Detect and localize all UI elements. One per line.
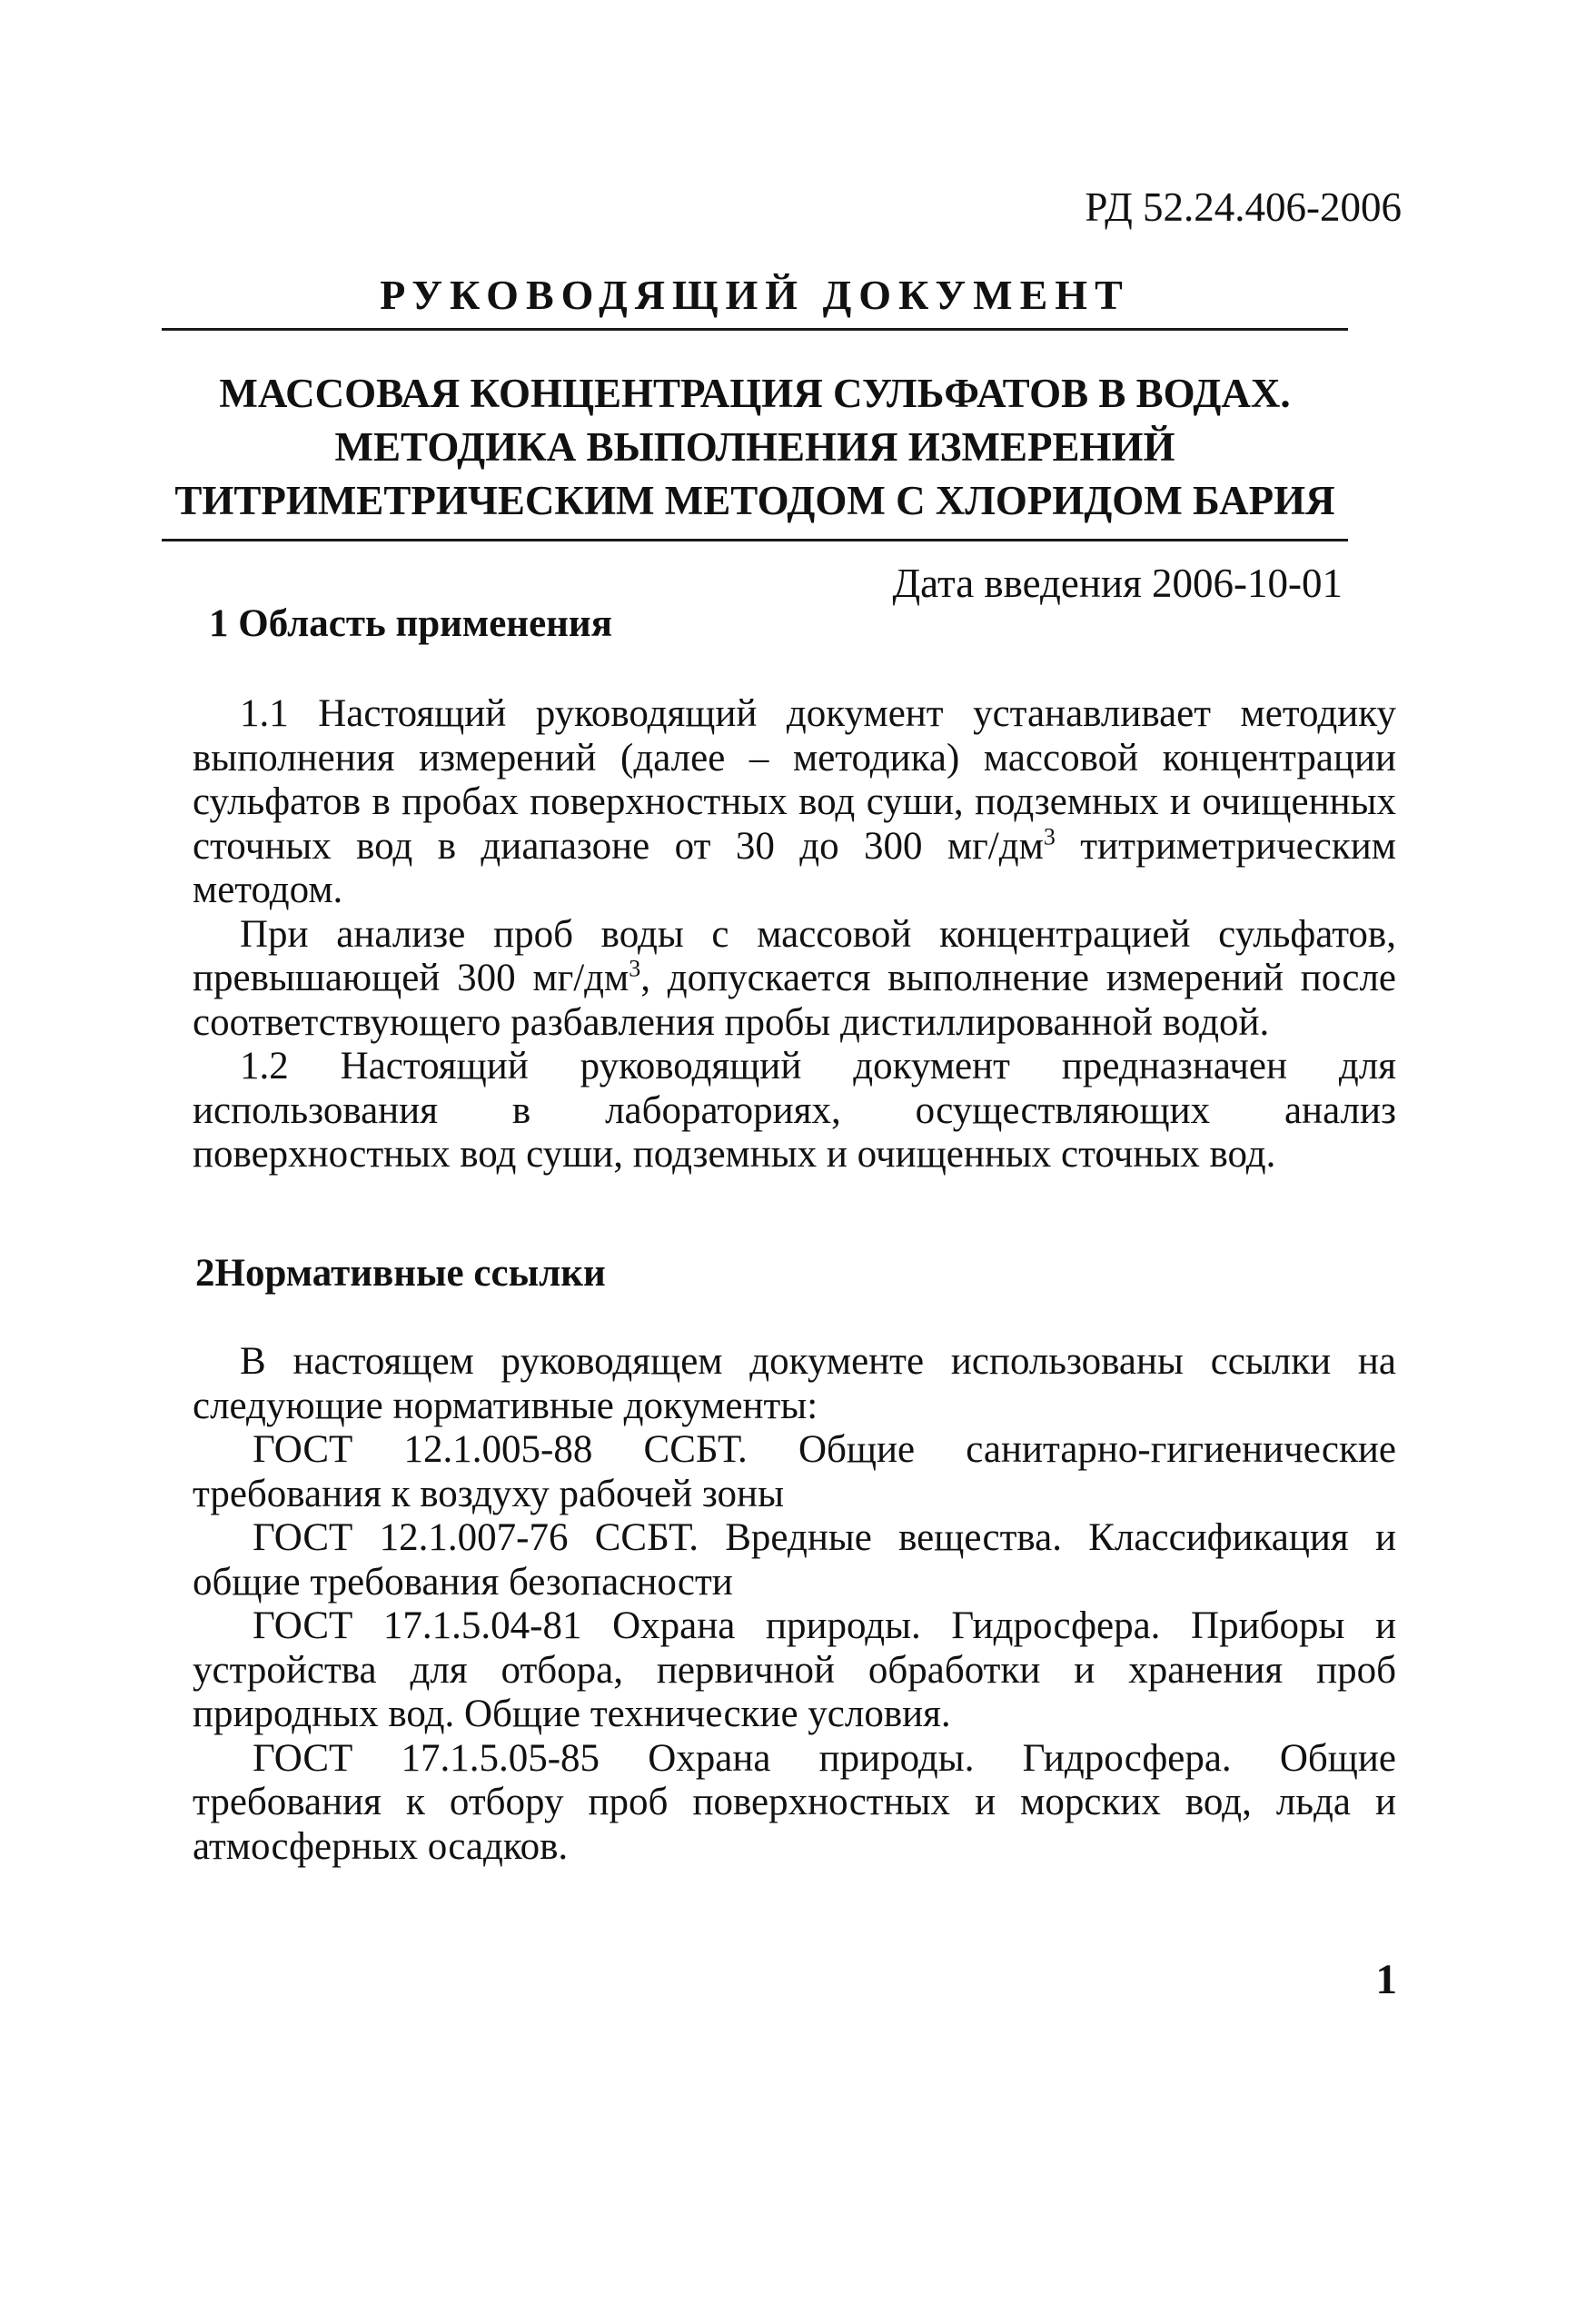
section-2-heading: 2Нормативные ссылки	[195, 1252, 606, 1295]
title-line: МАССОВАЯ КОНЦЕНТРАЦИЯ СУЛЬФАТОВ В ВОДАХ.	[219, 371, 1291, 416]
document-title	[162, 367, 1348, 528]
reference-item: ГОСТ 17.1.5.04-81 Охрана природы. Гидросфера. Приборы и устройства для отбора, первичной обработки и хранения проб природных вод. Общие технические условия.	[193, 1604, 1396, 1735]
section-2-intro: В настоящем руководящем документе использованы ссылки на следующие нормативные документы:	[193, 1340, 1396, 1427]
section-2-body	[193, 1340, 1396, 1869]
document-type-heading: РУКОВОДЯЩИЙ ДОКУМЕНТ	[380, 272, 1130, 318]
paragraph-1-1-note: При анализе проб воды с массовой концентрацией сульфатов, превышающей 300 $мг/дм^3$, допускается выполнение измерений после соответствующего разбавления пробы дистиллированной водой.	[193, 912, 1397, 1044]
reference-item: ГОСТ 12.1.005-88 ССБТ. Общие санитарно-гигиенические требования к воздуху рабочей зоны	[193, 1428, 1396, 1515]
paragraph-1-2: 1.2 Настоящий руководящий документ предназначен для использования в лабораториях, осуществляющих анализ поверхностных вод суши, подземных и очищенных сточных вод.	[193, 1045, 1396, 1176]
reference-item: ГОСТ 17.1.5.05-85 Охрана природы. Гидросфера. Общие требования к отбору проб поверхностных и морских вод, льда и атмосферных осадков.	[193, 1736, 1396, 1868]
page-number: 1	[1375, 1956, 1397, 2003]
divider-top	[162, 328, 1348, 331]
introduction-date: Дата введения 2006-10-01	[892, 561, 1343, 606]
title-line: МЕТОДИКА ВЫПОЛНЕНИЯ ИЗМЕРЕНИЙ	[334, 424, 1175, 470]
divider-bottom	[162, 539, 1348, 541]
reference-item: ГОСТ 12.1.007-76 ССБТ. Вредные вещества. Классификация и общие требования безопасности	[193, 1516, 1396, 1604]
section-1-body	[193, 692, 1396, 1177]
document-code: РД 52.24.406-2006	[1085, 184, 1402, 230]
title-line: ТИТРИМЕТРИЧЕСКИМ МЕТОДОМ С ХЛОРИДОМ БАРИЯ	[174, 478, 1335, 523]
section-1-heading: 1 Область применения	[209, 602, 612, 645]
paragraph-1-1: 1.1 Настоящий руководящий документ устанавливает методику выполнения измерений (далее – методика) массовой концентрации сульфатов в пробах поверхностных вод суши, подземных и очищенных сточных вод в диапазоне от 30 до 300 $мг/дм^3$ титриметрическим методом.	[193, 692, 1396, 911]
